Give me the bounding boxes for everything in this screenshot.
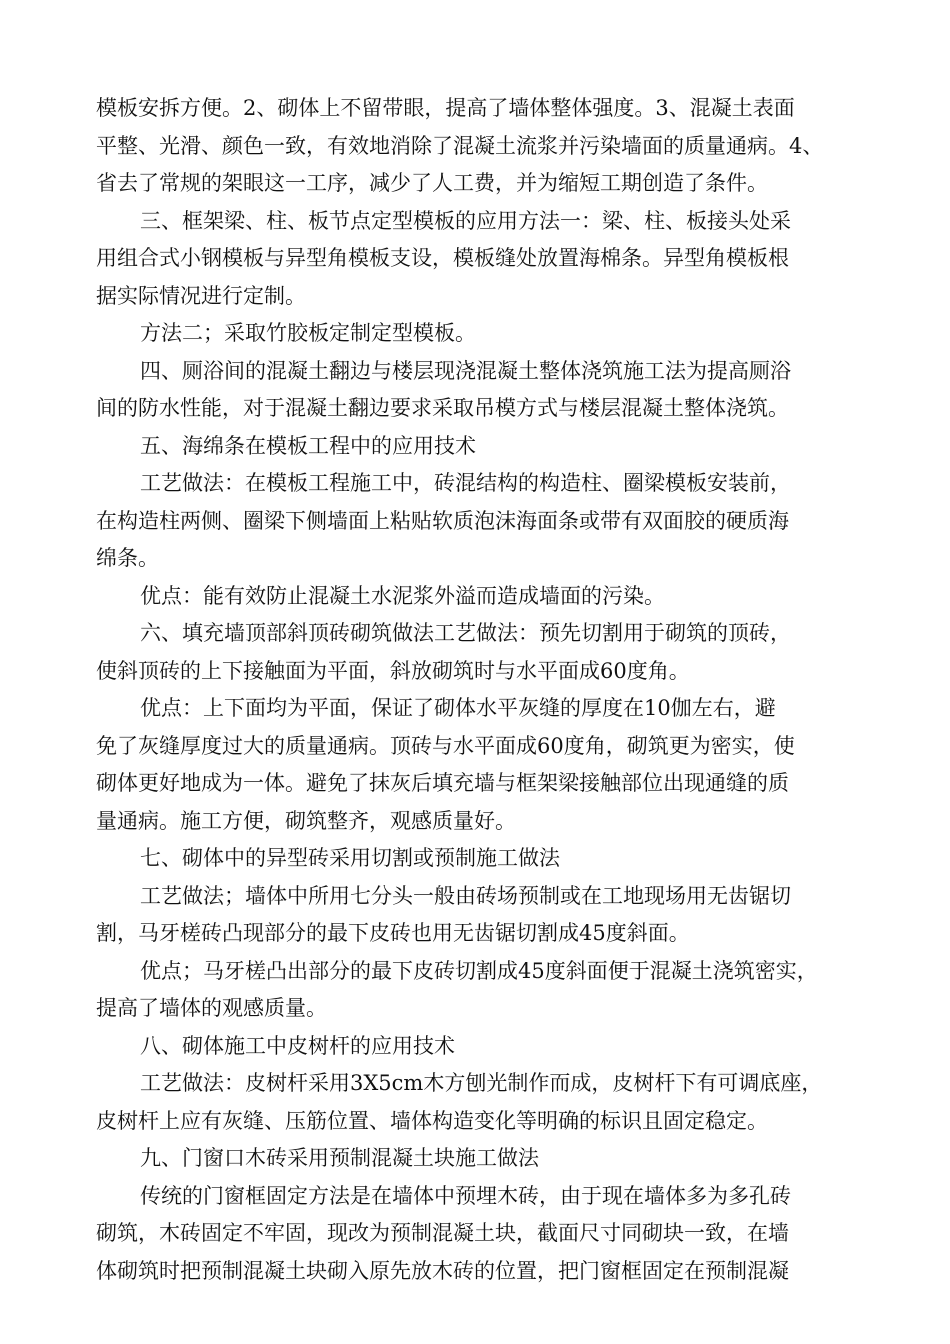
text-line: 割，马牙槎砖凸现部分的最下皮砖也用无齿锯切割成45度斜面。: [96, 921, 690, 945]
text-line: 皮树杆上应有灰缝、压筋位置、墙体构造变化等明确的标识且固定稳定。: [96, 1108, 768, 1133]
text-line: 九、门窗口木砖采用预制混凝土块施工做法: [140, 1146, 539, 1170]
text-line: 工艺做法；墙体中所用七分头一般由砖场预制或在工地现场用无齿锯切: [140, 883, 791, 908]
text-line: 免了灰缝厚度过大的质量通病。顶砖与水平面成60度角，砌筑更为密实，使: [96, 733, 795, 758]
text-line: 在构造柱两侧、圈梁下侧墙面上粘贴软质泡沫海面条或带有双面胶的硬质海: [96, 508, 789, 533]
text-line: 八、砌体施工中皮树杆的应用技术: [140, 1033, 455, 1058]
text-line: 用组合式小钢模板与异型角模板支设，模板缝处放置海棉条。异型角模板根: [96, 246, 789, 270]
text-line: 工艺做法：在模板工程施工中，砖混结构的构造柱、圈梁模板安装前，: [140, 471, 791, 495]
text-line: 五、海绵条在模板工程中的应用技术: [140, 433, 476, 458]
text-line: 平整、光滑、颜色一致，有效地消除了混凝土流浆并污染墙面的质量通病。4、: [96, 133, 824, 158]
text-line: 模板安拆方便。2、砌体上不留带眼，提高了墙体整体强度。3、混凝土表面: [96, 96, 795, 120]
text-line: 砌体更好地成为一体。避免了抹灰后填充墙与框架梁接触部位出现通缝的质: [96, 771, 789, 795]
text-line: 优点：上下面均为平面，保证了砌体水平灰缝的厚度在10伽左右，避: [140, 696, 776, 720]
text-line: 方法二；采取竹胶板定制定型模板。: [140, 321, 476, 345]
text-line: 三、框架梁、柱、板节点定型模板的应用方法一：梁、柱、板接头处采: [140, 208, 791, 233]
text-line: 工艺做法：皮树杆采用3X5cm木方刨光制作而成，皮树杆下有可调底座，: [140, 1071, 823, 1095]
text-line: 绵条。: [96, 546, 159, 570]
text-line: 体砌筑时把预制混凝土块砌入原先放木砖的位置，把门窗框固定在预制混凝: [96, 1258, 789, 1283]
text-line: 优点：能有效防止混凝土水泥浆外溢而造成墙面的污染。: [140, 583, 665, 608]
document-body: [96, 90, 866, 1290]
text-line: 使斜顶砖的上下接触面为平面，斜放砌筑时与水平面成60度角。: [96, 658, 690, 683]
text-line: 省去了常规的架眼这一工序，减少了人工费，并为缩短工期创造了条件。: [96, 171, 768, 195]
text-line: 量通病。施工方便，砌筑整齐，观感质量好。: [96, 808, 516, 833]
text-line: 传统的门窗框固定方法是在墙体中预埋木砖，由于现在墙体多为多孔砖: [140, 1183, 791, 1208]
text-line: 六、填充墙顶部斜顶砖砌筑做法工艺做法：预先切割用于砌筑的顶砖，: [140, 621, 791, 645]
text-line: 优点；马牙槎凸出部分的最下皮砖切割成45度斜面便于混凝土浇筑密实，: [140, 958, 818, 983]
text-line: 间的防水性能，对于混凝土翻边要求采取吊模方式与楼层混凝土整体浇筑。: [96, 396, 789, 420]
text-line: 七、砌体中的异型砖采用切割或预制施工做法: [140, 846, 560, 870]
text-line: 提高了墙体的观感质量。: [96, 996, 327, 1020]
text-line: 据实际情况进行定制。: [96, 283, 306, 308]
text-line: 砌筑，木砖固定不牢固，现改为预制混凝土块，截面尺寸同砌块一致，在墙: [96, 1221, 789, 1245]
text-line: 四、厕浴间的混凝土翻边与楼层现浇混凝土整体浇筑施工法为提高厕浴: [140, 358, 791, 383]
